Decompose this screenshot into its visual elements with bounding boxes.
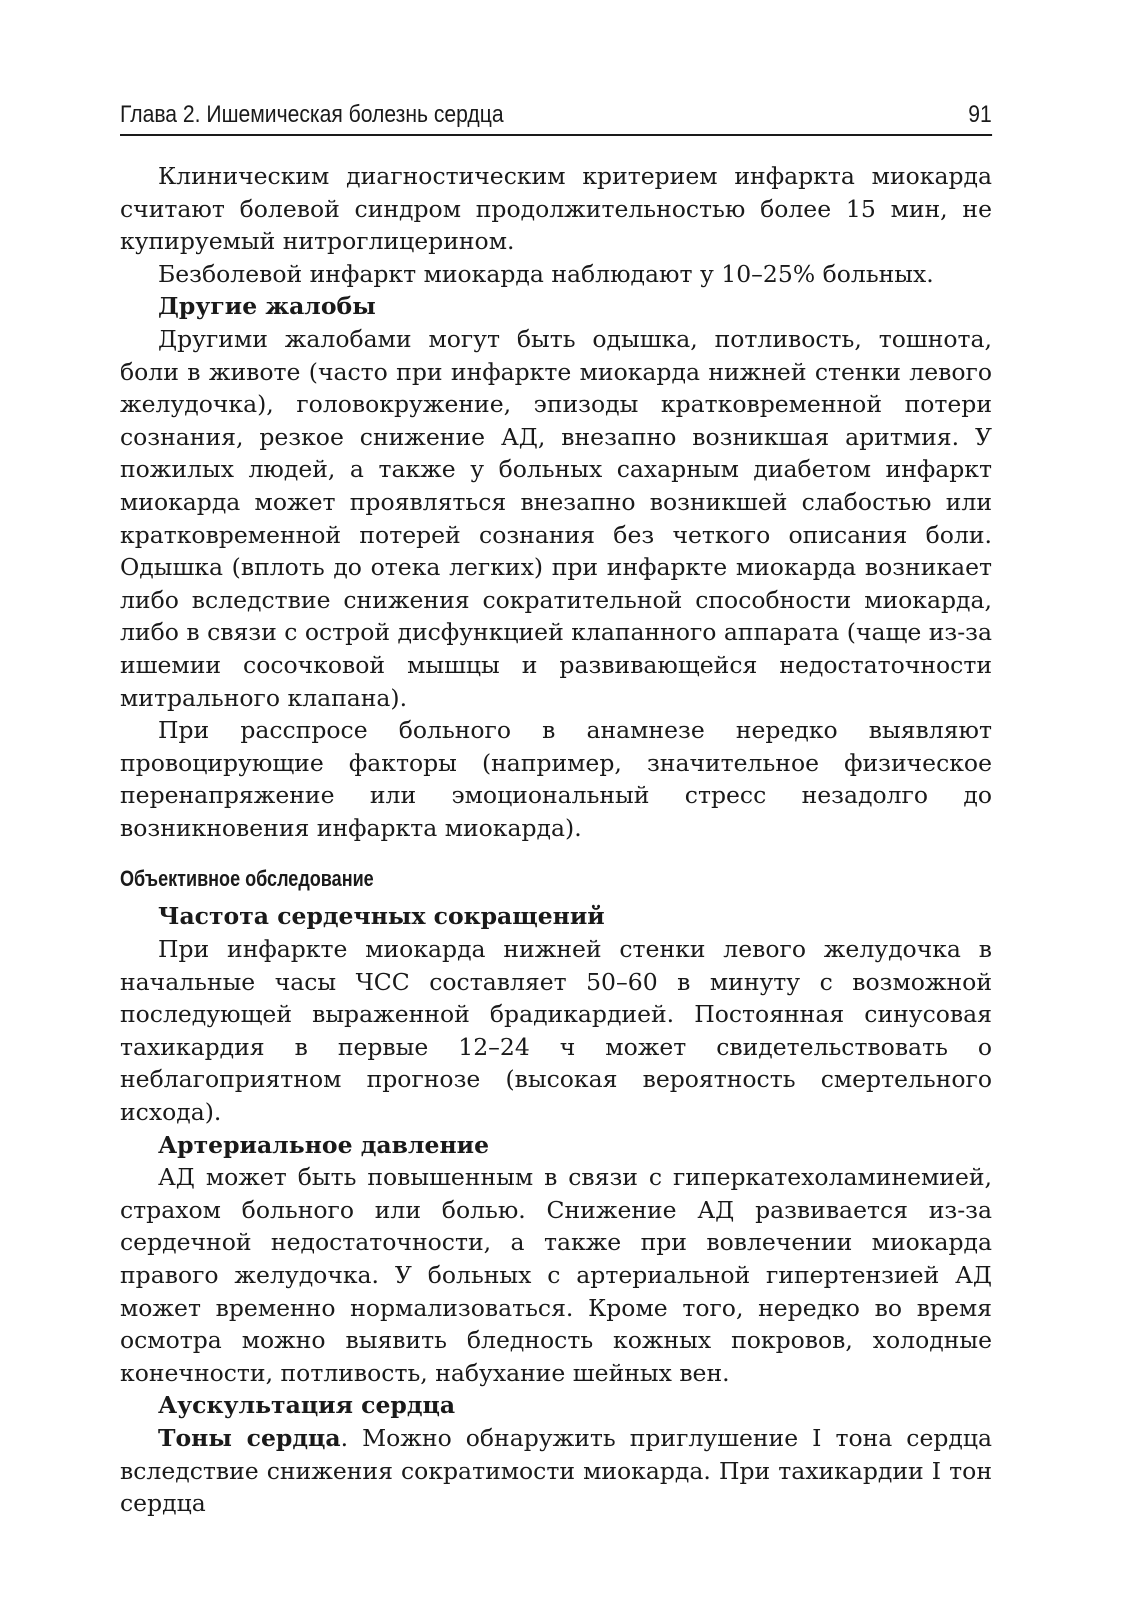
paragraph-heart-sounds <box>120 1422 992 1520</box>
paragraph-provoking-factors: При расспросе больного в анамнезе нередко выявляют провоцирующие факторы (например, значительное физическое перенапряжение или эмоциональный стресс незадолго до возникновения инфаркта миокарда). <box>120 716 992 842</box>
paragraph-painless: Безболевой инфаркт миокарда наблюдают у 10–25% больных. <box>158 259 934 288</box>
section-heading-exam: Объективное обследование <box>120 866 374 892</box>
subheading-heart-rate: Частота сердечных сокращений <box>158 902 605 931</box>
running-header <box>120 100 992 136</box>
page-number: 91 <box>968 101 992 128</box>
body-text <box>120 160 992 1520</box>
subheading-blood-pressure: Артериальное давление <box>158 1130 490 1159</box>
paragraph-other-complaints: Другими жалобами могут быть одышка, потливость, тошнота, боли в животе (часто при инфаркте миокарда нижней стенки левого желудочка), головокружение, эпизоды кратковременной потери сознания, резкое снижение АД, внезапно возникшая аритмия. У пожилых людей, а также у больных сахарным диабетом инфаркт миокарда может проявляться внезапно возникшей слабостью или кратковременной потерей сознания без четкого описания боли. Одышка (вплоть до отека легких) при инфаркте миокарда возникает либо вследствие снижения сократительной способности миокарда, либо в связи с острой дисфункцией клапанного аппарата (чаще из-за ишемии сосочковой мышцы и развивающейся недостаточности митрального клапана). <box>120 324 992 712</box>
run-in-heart-sounds: Тоны сердца <box>158 1423 341 1452</box>
heart-sounds-text: . Можно обнаружить приглушение I тона сердца вследствие снижения сократимости миокарда. При тахикардии I тон сердца <box>120 1423 992 1518</box>
paragraph-blood-pressure: АД может быть повышенным в связи с гиперкатехоламинемией, страхом больного или болью. Снижение АД развивается из-за сердечной недостаточности, а также при вовлечении миокарда правого желудочка. У больных с артериальной гипертензией АД может временно нормализоваться. Кроме того, нередко во время осмотра можно выявить бледность кожных покровов, холодные конечности, потливость, набухание шейных вен. <box>120 1163 992 1387</box>
paragraph-heart-rate: При инфаркте миокарда нижней стенки левого желудочка в начальные часы ЧСС составляет 50–60 в минуту с возможной последующей выраженной брадикардией. Постоянная синусовая тахикардия в первые 12–24 ч может свидетельствовать о неблагоприятном прогнозе (высокая вероятность смертельного исхода). <box>120 935 992 1127</box>
subheading-auscultation: Аускультация сердца <box>158 1391 456 1420</box>
paragraph-criteria: Клиническим диагностическим критерием инфаркта миокарда считают болевой синдром продолжительностью более 15 мин, не купируемый нитроглицерином. <box>120 162 992 256</box>
book-page <box>120 100 992 1520</box>
chapter-title: Глава 2. Ишемическая болезнь сердца <box>120 101 504 128</box>
subheading-other-complaints: Другие жалобы <box>158 292 376 321</box>
